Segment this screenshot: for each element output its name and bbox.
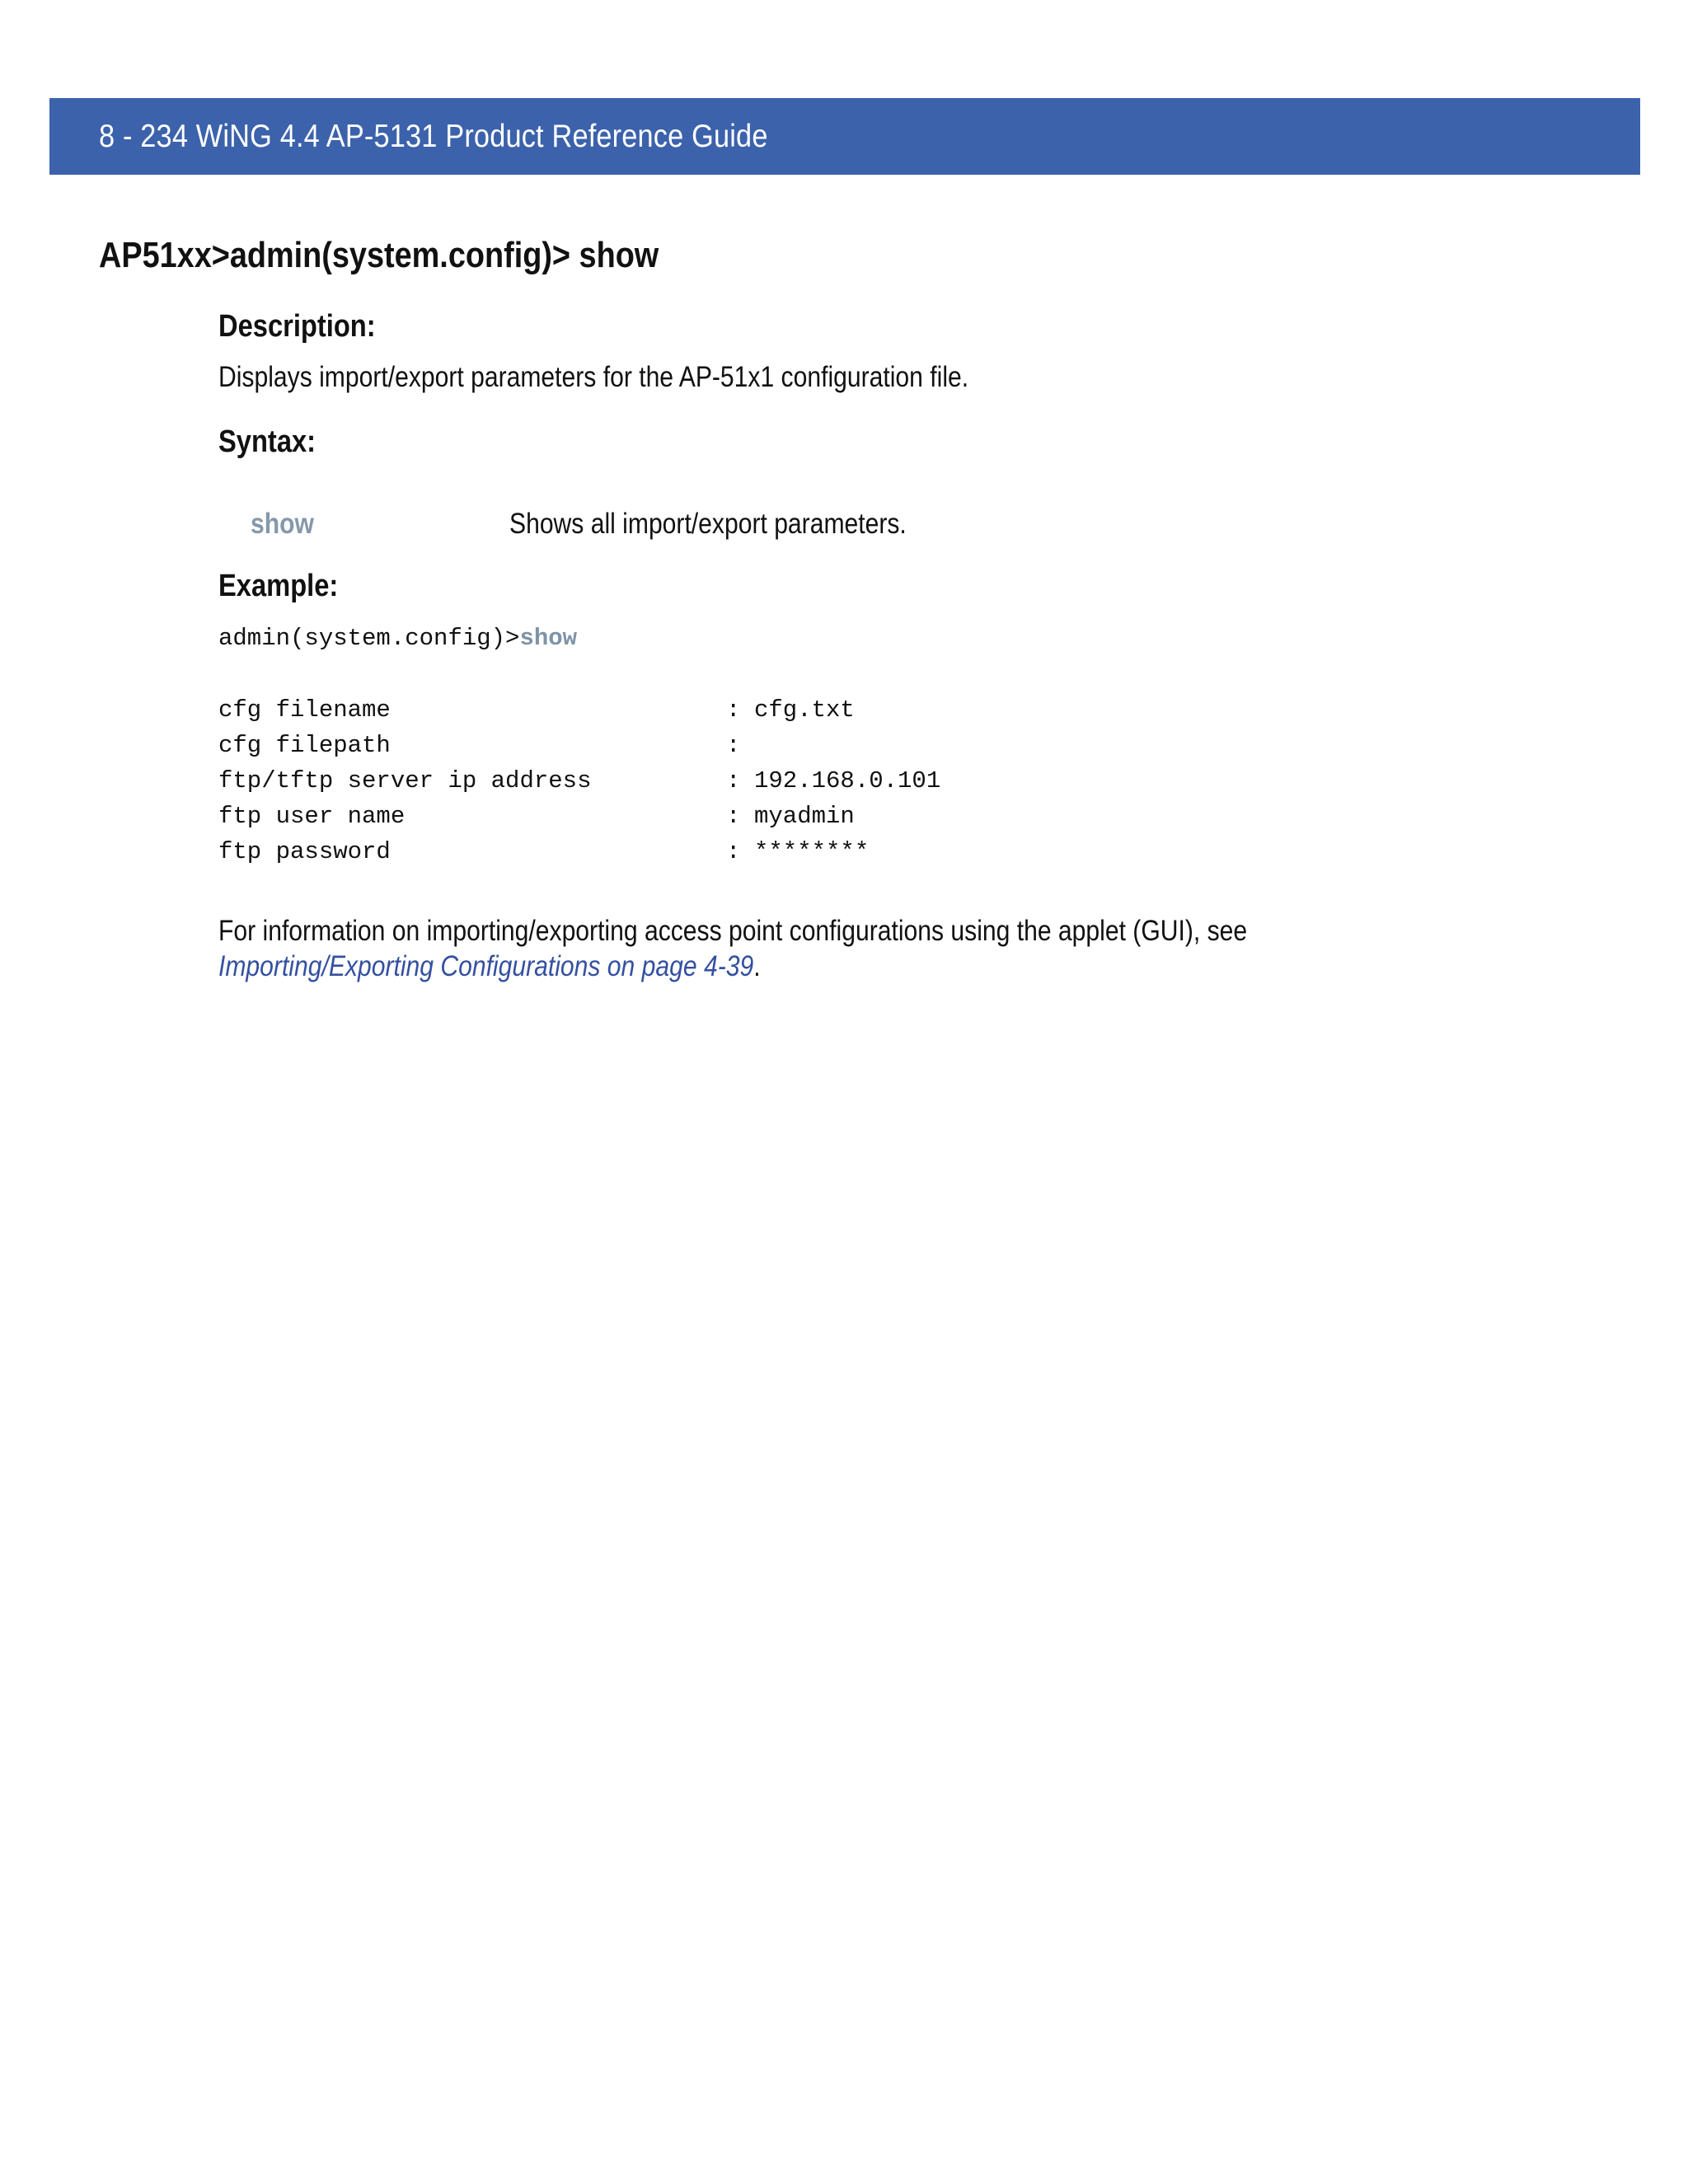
code-row-key: ftp/tftp server ip address [218,767,592,794]
code-row-value: cfg.txt [754,696,855,724]
command-heading: AP51xx>admin(system.config)> show [99,235,659,275]
code-row-key: ftp user name [218,803,406,830]
description-heading: Description: [218,309,376,344]
footer-note-link-line [218,950,761,983]
syntax-heading: Syntax: [218,424,316,459]
code-row [218,767,1207,800]
code-row-key: cfg filename [218,696,391,724]
footer-note-trailing: . [753,950,761,982]
code-row-value: 192.168.0.101 [754,767,941,794]
code-row [218,803,1207,836]
page-header-band [49,98,1640,175]
example-command-line [218,625,577,652]
code-row-key: cfg filepath [218,732,391,759]
code-row-value: myadmin [754,803,855,830]
syntax-command: show [251,508,314,540]
code-row-separator: : [726,767,741,794]
example-heading: Example: [218,569,339,603]
code-row-value: ******** [754,838,870,865]
example-command: show [519,625,578,652]
cross-reference-link[interactable]: Importing/Exporting Configurations on page 4-39 [218,950,754,982]
code-row-separator: : [726,732,741,759]
code-row [218,696,1207,729]
code-row-key: ftp password [218,838,391,865]
example-prompt: admin(system.config)> [218,625,520,652]
code-row-separator: : [726,803,741,830]
code-row-separator: : [726,838,741,865]
code-row [218,838,1207,871]
code-row [218,732,1207,765]
description-text: Displays import/export parameters for the AP-51x1 configuration file. [218,361,969,393]
syntax-command-description: Shows all import/export parameters. [509,508,907,540]
page-header-title: 8 - 234 WiNG 4.4 AP-5131 Product Reference Guide [99,119,768,154]
code-row-separator: : [726,696,741,724]
footer-note-line: For information on importing/exporting access point configurations using the applet (GUI), see [218,915,1248,947]
